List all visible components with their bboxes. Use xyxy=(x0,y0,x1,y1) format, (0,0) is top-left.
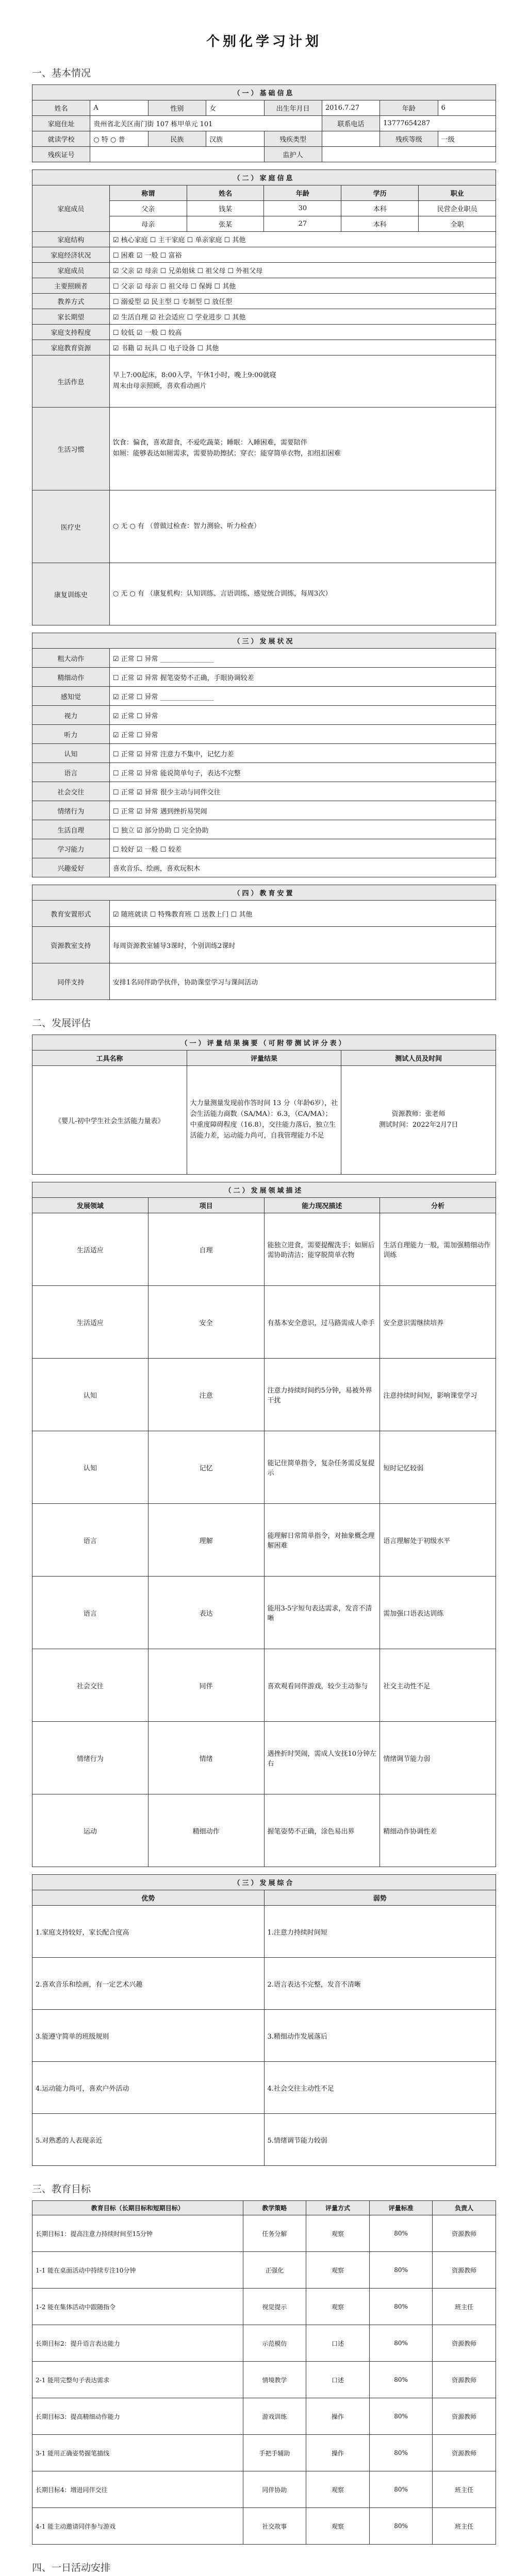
value-gender: 女 xyxy=(206,100,264,116)
dev-label: 语言 xyxy=(32,763,110,782)
eval-tool: 《婴儿-初中学生社会生活能力量表》 xyxy=(32,1066,187,1175)
family-header: 职业 xyxy=(419,185,496,201)
goal-strategy: 手把手辅助 xyxy=(243,2435,306,2471)
family-item-value: ☑ 父亲 ☑ 母亲 ☐ 兄弟姐妹 ☐ 祖父母 ☐ 外祖父母 xyxy=(109,263,496,278)
family-item-value: ☑ 书籍 ☑ 玩具 ☐ 电子设备 ☐ 其他 xyxy=(109,340,496,355)
goal-owner: 资源教师 xyxy=(433,2398,496,2435)
value-phone: 13777654287 xyxy=(380,116,496,131)
area-item: 注意 xyxy=(148,1359,264,1431)
area-domain: 生活适应 xyxy=(32,1213,148,1286)
goal-owner: 班主任 xyxy=(433,2508,496,2545)
area-domain: 认知 xyxy=(32,1431,148,1504)
family-cell: 民营企业职员 xyxy=(419,201,496,216)
goal-standard: 80% xyxy=(369,2471,433,2508)
goal-text: 长期目标1：提高注意力持续时间至15分钟 xyxy=(32,2215,243,2252)
rehab-label: 康复训练史 xyxy=(32,563,110,625)
family-info-table xyxy=(32,170,496,625)
goal-text: 3-1 能用正确姿势握笔描线 xyxy=(32,2435,243,2471)
family-item-value: ☐ 溺爱型 ☑ 民主型 ☐ 专制型 ☐ 放任型 xyxy=(109,294,496,309)
family-item-label: 家长期望 xyxy=(32,309,110,325)
family-item-label: 家庭教育资源 xyxy=(32,340,110,355)
goal-method: 观察 xyxy=(306,2508,370,2545)
family-banner: （二）家庭信息 xyxy=(32,170,496,185)
goal-strategy: 示范模仿 xyxy=(243,2325,306,2362)
value-disability-level: 一级 xyxy=(438,131,496,147)
goal-method: 口述 xyxy=(306,2325,370,2362)
area-analysis: 社交主动性不足 xyxy=(380,1649,496,1722)
area-item: 表达 xyxy=(148,1577,264,1649)
dev-label: 情绪行为 xyxy=(32,801,110,820)
label-guardian: 监护人 xyxy=(264,147,322,162)
value-name: A xyxy=(90,100,148,116)
goal-method: 观察 xyxy=(306,2252,370,2289)
goal-method: 观察 xyxy=(306,2289,370,2325)
family-cell: 27 xyxy=(264,216,341,232)
eval-tester: 资源教师：张老师 测试时间：2022年2月7日 xyxy=(341,1066,496,1175)
habit-text: 饮食：偏食，喜欢甜食，不爱吃蔬菜；睡眠：入睡困难，需要陪伴 如厕：能够表达如厕需求，需要协助擦拭；穿衣：能穿简单衣物，扣纽扣困难 xyxy=(109,408,496,490)
strength-weakness-table xyxy=(32,1874,496,2166)
area-header: 分析 xyxy=(380,1198,496,1213)
area-header: 发展领域 xyxy=(32,1198,148,1213)
sw-header: 优势 xyxy=(32,1890,265,1906)
team-value: 安排1名同伴助学伙伴，协助课堂学习与课间活动 xyxy=(109,963,496,1000)
goal-header: 教学策略 xyxy=(243,2201,306,2215)
dev-value: ☑ 正常 ☐ 异常 xyxy=(109,706,496,725)
area-analysis: 需加强口语表达训练 xyxy=(380,1577,496,1649)
value-age: 6 xyxy=(438,100,496,116)
goal-owner: 资源教师 xyxy=(433,2362,496,2398)
goal-standard: 80% xyxy=(369,2252,433,2289)
goal-strategy: 视觉提示 xyxy=(243,2289,306,2325)
strength-cell: 2.喜欢音乐和绘画，有一定艺术兴趣 xyxy=(32,1958,265,2010)
family-cell: 张某 xyxy=(187,216,264,232)
area-domain: 语言 xyxy=(32,1504,148,1577)
value-disability xyxy=(322,131,380,147)
strength-cell: 5.对熟悉的人表现亲近 xyxy=(32,2114,265,2166)
goals-table xyxy=(32,2200,496,2545)
area-domain: 生活适应 xyxy=(32,1286,148,1359)
development-table xyxy=(32,633,496,877)
dev-value: ☑ 正常 ☐ 异常 xyxy=(109,725,496,744)
goal-text: 4-1 能主动邀请同伴参与游戏 xyxy=(32,2508,243,2545)
dev-label: 社会交往 xyxy=(32,782,110,801)
dev-label: 听力 xyxy=(32,725,110,744)
weakness-cell: 1.注意力持续时间短 xyxy=(264,1906,496,1958)
value-school: ○ 特 ○ 普 xyxy=(90,131,148,147)
label-ethnicity: 民族 xyxy=(148,131,206,147)
dev-value: 喜欢音乐、绘画，喜欢玩积木 xyxy=(109,858,496,877)
dev-value: ☑ 正常 ☐ 异常 ________________ xyxy=(109,687,496,706)
area-desc: 有基本安全意识，过马路需成人牵手 xyxy=(264,1286,380,1359)
family-item-value: ☐ 较低 ☑ 一般 ☐ 较高 xyxy=(109,325,496,340)
label-disability-level: 残疾等级 xyxy=(380,131,438,147)
sw-header: 弱势 xyxy=(264,1890,496,1906)
goal-header: 教育目标（长期目标和短期目标） xyxy=(32,2201,243,2215)
area-desc: 能记住简单指令，复杂任务需反复提示 xyxy=(264,1431,380,1504)
area-analysis: 精细动作协调性差 xyxy=(380,1794,496,1867)
label-school: 就读学校 xyxy=(32,131,90,147)
goal-standard: 80% xyxy=(369,2325,433,2362)
family-cell: 全职 xyxy=(419,216,496,232)
family-cell: 母亲 xyxy=(109,216,187,232)
family-members-label: 家庭成员 xyxy=(32,185,110,232)
life-label: 生活作息 xyxy=(32,355,110,408)
label-gender: 性别 xyxy=(148,100,206,116)
dev-label: 学习能力 xyxy=(32,839,110,858)
family-cell: 本科 xyxy=(341,216,419,232)
goal-text: 2-1 能用完整句子表达需求 xyxy=(32,2362,243,2398)
goal-method: 观察 xyxy=(306,2471,370,2508)
dev-value: ☑ 正常 ☐ 异常 ________________ xyxy=(109,649,496,668)
sw-banner: （三）发展综合 xyxy=(32,1875,496,1890)
section-1-heading: 一、基本情况 xyxy=(32,67,91,79)
family-item-label: 家庭支持程度 xyxy=(32,325,110,340)
area-item: 同伴 xyxy=(148,1649,264,1722)
weakness-cell: 3.精细动作发展落后 xyxy=(264,2010,496,2062)
area-analysis: 语言理解处于初级水平 xyxy=(380,1504,496,1577)
label-address: 家庭住址 xyxy=(32,116,90,131)
area-domain: 情绪行为 xyxy=(32,1722,148,1794)
value-cert xyxy=(90,147,264,162)
dev-value: ☐ 正常 ☑ 异常 注意力不集中，记忆力差 xyxy=(109,744,496,763)
eval-banner: （一）评量结果摘要（可附带测试评分表） xyxy=(32,1035,496,1050)
family-header: 称谓 xyxy=(109,185,187,201)
goal-standard: 80% xyxy=(369,2435,433,2471)
dev-value: ☐ 正常 ☑ 异常 能说简单句子，表达不完整 xyxy=(109,763,496,782)
strength-cell: 4.运动能力尚可，喜欢户外活动 xyxy=(32,2062,265,2114)
value-guardian xyxy=(322,147,496,162)
family-cell: 钱某 xyxy=(187,201,264,216)
area-desc: 遇挫折时哭闹，需成人安抚10分钟左右 xyxy=(264,1722,380,1794)
area-item: 记忆 xyxy=(148,1431,264,1504)
dev-value: ☐ 独立 ☑ 部分协助 ☐ 完全协助 xyxy=(109,820,496,839)
area-desc: 握笔姿势不正确，涂色易出界 xyxy=(264,1794,380,1867)
goal-strategy: 游戏训练 xyxy=(243,2398,306,2435)
dev-label: 视力 xyxy=(32,706,110,725)
team-label: 教育安置形式 xyxy=(32,901,110,927)
goal-owner: 资源教师 xyxy=(433,2215,496,2252)
family-cell: 本科 xyxy=(341,201,419,216)
label-dob: 出生年月日 xyxy=(264,100,322,116)
family-item-value: ☑ 核心家庭 ☐ 主干家庭 ☐ 单亲家庭 ☐ 其他 xyxy=(109,232,496,247)
area-item: 精细动作 xyxy=(148,1794,264,1867)
team-value: ☑ 随班就读 ☐ 特殊教育班 ☐ 送教上门 ☐ 其他 xyxy=(109,901,496,927)
dev-value: ☐ 较好 ☑ 一般 ☐ 较差 xyxy=(109,839,496,858)
family-cell: 30 xyxy=(264,201,341,216)
label-age: 年龄 xyxy=(380,100,438,116)
goal-header: 负责人 xyxy=(433,2201,496,2215)
label-name: 姓名 xyxy=(32,100,90,116)
goal-owner: 资源教师 xyxy=(433,2435,496,2471)
section-3-heading: 三、教育目标 xyxy=(32,2183,91,2195)
area-item: 情绪 xyxy=(148,1722,264,1794)
goal-owner: 资源教师 xyxy=(433,2325,496,2362)
area-header: 项目 xyxy=(148,1198,264,1213)
weakness-cell: 2.语言表达不完整，发音不清晰 xyxy=(264,1958,496,2010)
family-item-label: 家庭结构 xyxy=(32,232,110,247)
medical-text: ○ 无 ○ 有 （曾做过检查：智力测验、听力检查） xyxy=(109,490,496,563)
eval-header: 测试人员及时间 xyxy=(341,1050,496,1066)
eval-result: 大力量测量发现前作答时间 13 分（年龄6岁），社会生活能力商数（SA/MA）：6.3，（CA/MA）；中重度障碍程度（16.8），交往能力落后，独立生活能力差，运动能力尚可，自我管理能力不足 xyxy=(187,1066,341,1175)
area-analysis: 安全意识需继续培养 xyxy=(380,1286,496,1359)
family-header: 学历 xyxy=(341,185,419,201)
strength-cell: 1.家庭支持较好，家长配合度高 xyxy=(32,1906,265,1958)
area-desc: 喜欢观看同伴游戏，较少主动参与 xyxy=(264,1649,380,1722)
team-value: 每周资源教室辅导3课时，个别训练2课时 xyxy=(109,927,496,963)
team-label: 同伴支持 xyxy=(32,963,110,1000)
area-desc: 能用3-5字短句表达需求，发音不清晰 xyxy=(264,1577,380,1649)
family-header: 姓名 xyxy=(187,185,264,201)
habit-label: 生活习惯 xyxy=(32,408,110,490)
area-table xyxy=(32,1182,496,1867)
area-domain: 运动 xyxy=(32,1794,148,1867)
family-cell: 父亲 xyxy=(109,201,187,216)
dev-label: 粗大动作 xyxy=(32,649,110,668)
dev-value: ☐ 正常 ☑ 异常 握笔姿势不正确，手眼协调较差 xyxy=(109,668,496,687)
dev-label: 兴趣爱好 xyxy=(32,858,110,877)
goal-strategy: 正强化 xyxy=(243,2252,306,2289)
area-item: 安全 xyxy=(148,1286,264,1359)
rehab-text: ○ 无 ○ 有 （康复机构：认知训练、言语训练、感觉统合训练，每周3次） xyxy=(109,563,496,625)
goal-standard: 80% xyxy=(369,2215,433,2252)
dev-value: ☐ 正常 ☑ 异常 很少主动与同伴交往 xyxy=(109,782,496,801)
family-item-label: 教养方式 xyxy=(32,294,110,309)
goal-standard: 80% xyxy=(369,2289,433,2325)
dev-label: 生活自理 xyxy=(32,820,110,839)
weakness-cell: 5.情绪调节能力较弱 xyxy=(264,2114,496,2166)
area-item: 自理 xyxy=(148,1213,264,1286)
basic-info-table xyxy=(32,84,496,162)
goal-owner: 班主任 xyxy=(433,2471,496,2508)
area-desc: 注意力持续时间约5分钟，易被外界干扰 xyxy=(264,1359,380,1431)
area-desc: 能独立进食，需要提醒洗手；如厕后需协助清洁；能穿脱简单衣物 xyxy=(264,1213,380,1286)
goal-method: 观察 xyxy=(306,2215,370,2252)
team-label: 资源教室支持 xyxy=(32,927,110,963)
team-banner: （四）教育安置 xyxy=(32,885,496,901)
area-banner: （二）发展领域描述 xyxy=(32,1182,496,1198)
family-item-value: ☐ 父亲 ☑ 母亲 ☐ 祖父母 ☐ 保姆 ☐ 其他 xyxy=(109,278,496,294)
goal-owner: 班主任 xyxy=(433,2289,496,2325)
eval-header: 评量结果 xyxy=(187,1050,341,1066)
life-text: 早上7:00起床，8:00入学，午休1小时，晚上9:00就寝 周末由母亲照顾，喜欢看动画片 xyxy=(109,355,496,408)
doc-title: 个别化学习计划 xyxy=(206,34,322,49)
goal-header: 评量方式 xyxy=(306,2201,370,2215)
goal-strategy: 同伴协助 xyxy=(243,2471,306,2508)
value-dob: 2016.7.27 xyxy=(322,100,380,116)
section-4-heading: 四、一日活动安排 xyxy=(32,2562,111,2573)
area-domain: 社会交往 xyxy=(32,1649,148,1722)
family-item-value: ☑ 生活自理 ☑ 社会适应 ☐ 学业进步 ☐ 其他 xyxy=(109,309,496,325)
value-ethnicity: 汉族 xyxy=(206,131,264,147)
dev-value: ☐ 正常 ☑ 异常 遇到挫折易哭闹 xyxy=(109,801,496,820)
goal-text: 长期目标2：提升语言表达能力 xyxy=(32,2325,243,2362)
area-header: 能力现况描述 xyxy=(264,1198,380,1213)
family-item-label: 主要照顾者 xyxy=(32,278,110,294)
area-domain: 语言 xyxy=(32,1577,148,1649)
goal-text: 1-1 能在桌面活动中持续专注10分钟 xyxy=(32,2252,243,2289)
family-header: 年龄 xyxy=(264,185,341,201)
goal-text: 长期目标3：提高精细动作能力 xyxy=(32,2398,243,2435)
area-analysis: 注意持续时间短，影响课堂学习 xyxy=(380,1359,496,1431)
dev-banner: （三）发展状况 xyxy=(32,633,496,649)
weakness-cell: 4.社会交往主动性不足 xyxy=(264,2062,496,2114)
value-address: 贵州省北关区南门街 107 栋甲单元 101 xyxy=(90,116,322,131)
goal-standard: 80% xyxy=(369,2508,433,2545)
section-2-heading: 二、发展评估 xyxy=(32,1018,91,1029)
basic-banner: （一）基础信息 xyxy=(32,85,496,100)
label-phone: 联系电话 xyxy=(322,116,380,131)
goal-strategy: 任务分解 xyxy=(243,2215,306,2252)
label-disability: 残疾类型 xyxy=(264,131,322,147)
goal-method: 操作 xyxy=(306,2435,370,2471)
medical-label: 医疗史 xyxy=(32,490,110,563)
family-item-value: ☐ 困难 ☑ 一般 ☐ 富裕 xyxy=(109,247,496,263)
goal-method: 操作 xyxy=(306,2398,370,2435)
goal-method: 口述 xyxy=(306,2362,370,2398)
goal-owner: 资源教师 xyxy=(433,2252,496,2289)
area-analysis: 情绪调节能力弱 xyxy=(380,1722,496,1794)
goal-strategy: 社交故事 xyxy=(243,2508,306,2545)
eval-header: 工具名称 xyxy=(32,1050,187,1066)
area-desc: 能理解日常简单指令，对抽象概念理解困难 xyxy=(264,1504,380,1577)
area-item: 理解 xyxy=(148,1504,264,1577)
goal-standard: 80% xyxy=(369,2362,433,2398)
dev-label: 感知觉 xyxy=(32,687,110,706)
document xyxy=(32,0,496,2576)
family-item-label: 家庭经济状况 xyxy=(32,247,110,263)
dev-label: 精细动作 xyxy=(32,668,110,687)
goal-strategy: 情境教学 xyxy=(243,2362,306,2398)
goal-standard: 80% xyxy=(369,2398,433,2435)
eval-table xyxy=(32,1035,496,1175)
placement-table xyxy=(32,885,496,1000)
area-analysis: 短时记忆较弱 xyxy=(380,1431,496,1504)
area-domain: 认知 xyxy=(32,1359,148,1431)
family-item-label: 家庭成员 xyxy=(32,263,110,278)
area-analysis: 生活自理能力一般，需加强精细动作训练 xyxy=(380,1213,496,1286)
goal-text: 长期目标4：增进同伴交往 xyxy=(32,2471,243,2508)
strength-cell: 3.能遵守简单的班级规则 xyxy=(32,2010,265,2062)
label-cert: 残疾证号 xyxy=(32,147,90,162)
dev-label: 认知 xyxy=(32,744,110,763)
goal-header: 评量标准 xyxy=(369,2201,433,2215)
goal-text: 1-2 能在集体活动中跟随指令 xyxy=(32,2289,243,2325)
